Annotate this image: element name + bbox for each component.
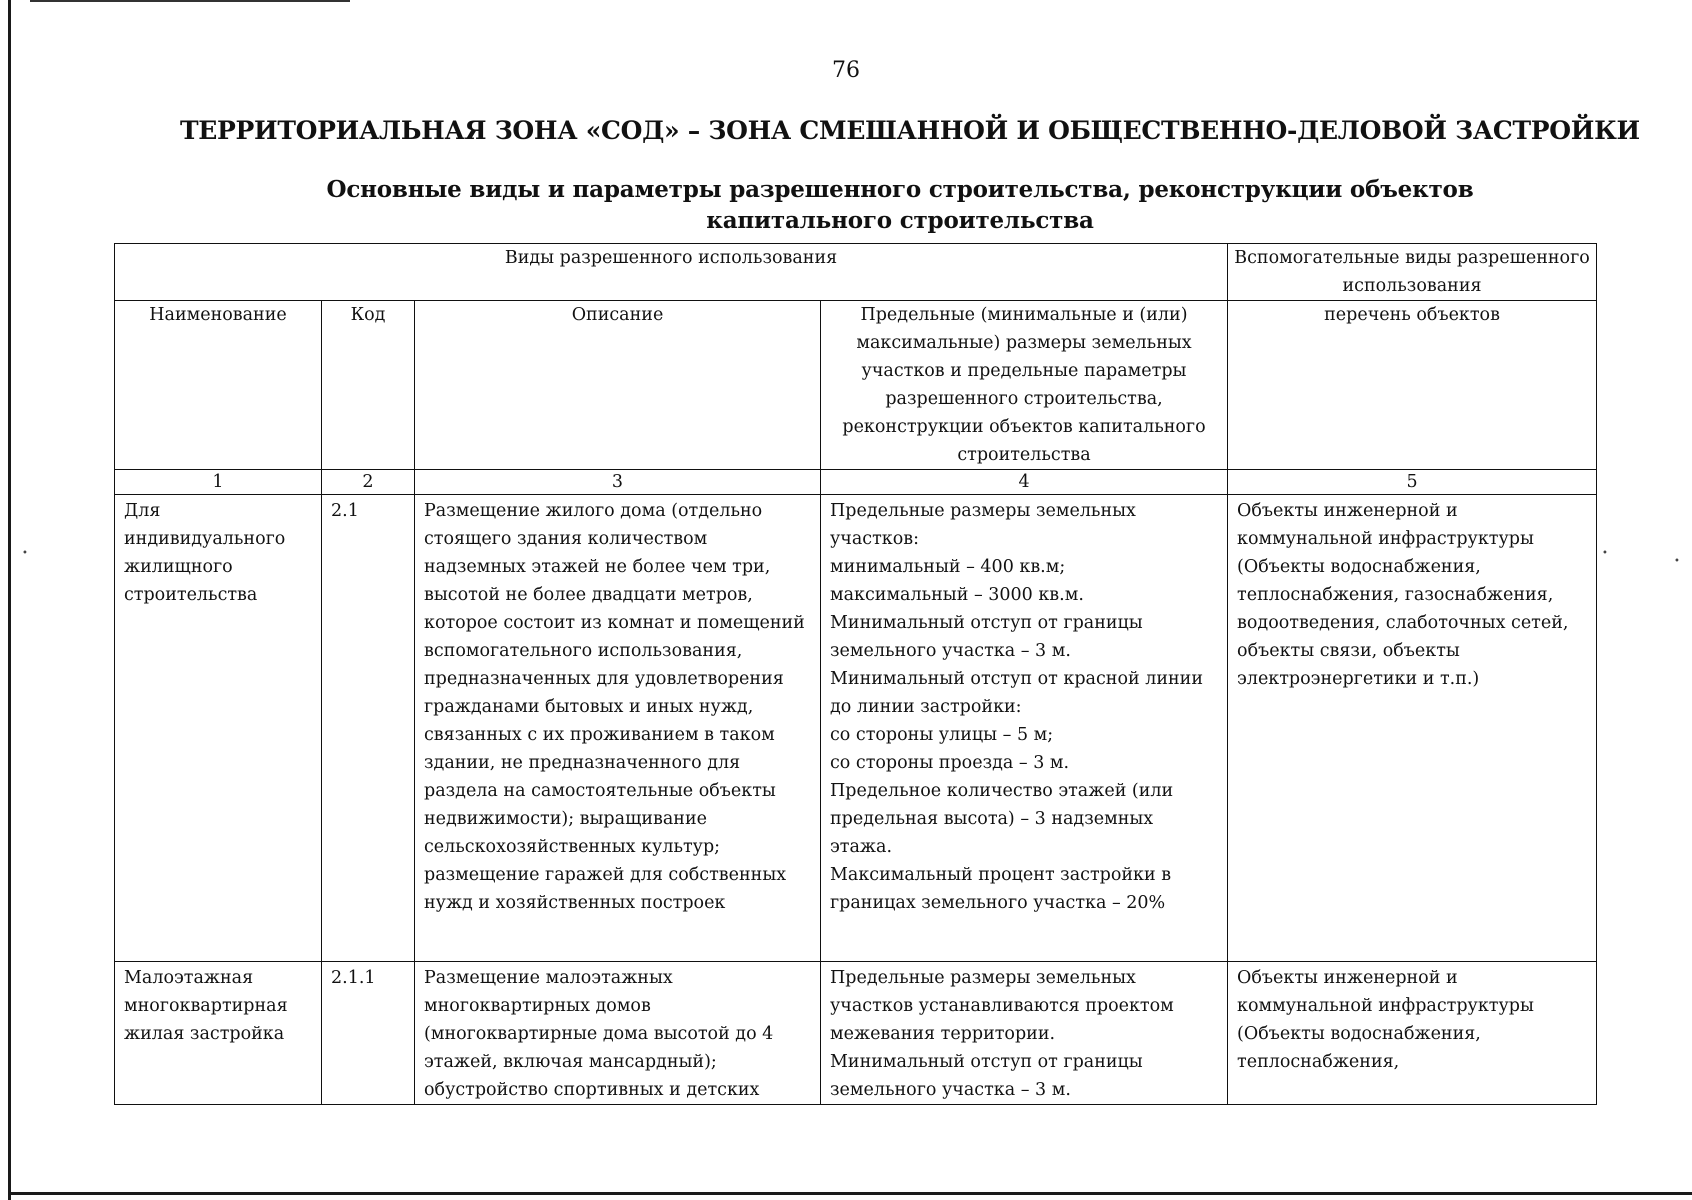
row-name: Малоэтажная многоквартирная жилая застройка	[115, 962, 322, 1105]
table-group-header-row	[115, 244, 1597, 301]
group-header-main: Виды разрешенного использования	[115, 244, 1228, 301]
param-line: Минимальный отступ от красной линии до линии застройки:	[830, 669, 1203, 717]
scan-edge-bottom	[8, 1192, 1692, 1195]
group-header-aux: Вспомогательные виды разрешенного использования	[1228, 244, 1597, 301]
table-row	[115, 495, 1597, 962]
table-column-header-row	[115, 301, 1597, 470]
row-code: 2.1	[322, 495, 415, 962]
col-header-name: Наименование	[115, 301, 322, 470]
page-number: 76	[832, 58, 860, 83]
row-name: Для индивидуального жилищного строительства	[115, 495, 322, 962]
param-line: Предельные размеры земельных участков устанавливаются проектом межевания территории.	[830, 968, 1174, 1044]
row-description: Размещение жилого дома (отдельно стоящего здания количеством надземных этажей не более чем три, высотой не более двадцати метров, которое состоит из комнат и помещений вспомогательного использования, предназначенных для удовлетворения гражданами бытовых и иных нужд, связанных с их проживанием в таком здании, не предназначенного для раздела на самостоятельные объекты недвижимости); выращивание сельскохозяйственных культур; размещение гаражей для собственных нужд и хозяйственных построек	[415, 495, 821, 962]
param-line: минимальный – 400 кв.м;	[830, 557, 1066, 577]
param-line: Предельные размеры земельных участков:	[830, 501, 1136, 549]
table-column-number-row	[115, 470, 1597, 495]
scan-speck: •	[1602, 548, 1608, 559]
row-aux-objects: Объекты инженерной и коммунальной инфраструктуры (Объекты водоснабжения, теплоснабжения, газоснабжения, водоотведения, слаботочных сетей, объекты связи, объекты электроэнергетики и т.п.)	[1228, 495, 1597, 962]
param-line: Минимальный отступ от границы земельного участка – 3 м.	[830, 1052, 1143, 1100]
col-number: 5	[1228, 470, 1597, 495]
param-line: Минимальный отступ от границы земельного участка – 3 м.	[830, 613, 1143, 661]
row-params	[821, 962, 1228, 1105]
param-line: Предельное количество этажей (или предельная высота) – 3 надземных этажа.	[830, 781, 1174, 857]
section-title: Основные виды и параметры разрешенного строительства, реконструкции объектов капитального строительства	[326, 176, 1474, 234]
table-row	[115, 962, 1597, 1105]
col-header-params: Предельные (минимальные и (или) максимальные) размеры земельных участков и предельные параметры разрешенного строительства, реконструкции объектов капитального строительства	[821, 301, 1228, 470]
row-code: 2.1.1	[322, 962, 415, 1105]
row-aux-objects: Объекты инженерной и коммунальной инфраструктуры (Объекты водоснабжения, теплоснабжения,	[1228, 962, 1597, 1105]
param-line: Максимальный процент застройки в границах земельного участка – 20%	[830, 865, 1172, 913]
row-description: Размещение малоэтажных многоквартирных домов (многоквартирные дома высотой до 4 этажей, включая мансардный); обустройство спортивных и детских	[415, 962, 821, 1105]
zoning-table	[114, 243, 1597, 1105]
param-line: максимальный – 3000 кв.м.	[830, 585, 1084, 605]
col-number: 2	[322, 470, 415, 495]
col-number: 3	[415, 470, 821, 495]
col-header-description: Описание	[415, 301, 821, 470]
scan-edge-top	[30, 0, 350, 2]
param-line: со стороны улицы – 5 м;	[830, 725, 1054, 745]
col-number: 4	[821, 470, 1228, 495]
row-params	[821, 495, 1228, 962]
zone-title: ТЕРРИТОРИАЛЬНАЯ ЗОНА «СОД» – ЗОНА СМЕШАННОЙ И ОБЩЕСТВЕННО-ДЕЛОВОЙ ЗАСТРОЙКИ	[180, 116, 1640, 145]
scan-speck: •	[1674, 556, 1680, 567]
col-number: 1	[115, 470, 322, 495]
scan-speck: •	[22, 548, 28, 559]
scan-edge-left	[8, 0, 11, 1200]
col-header-code: Код	[322, 301, 415, 470]
param-line: со стороны проезда – 3 м.	[830, 753, 1070, 773]
col-header-objects: перечень объектов	[1228, 301, 1597, 470]
